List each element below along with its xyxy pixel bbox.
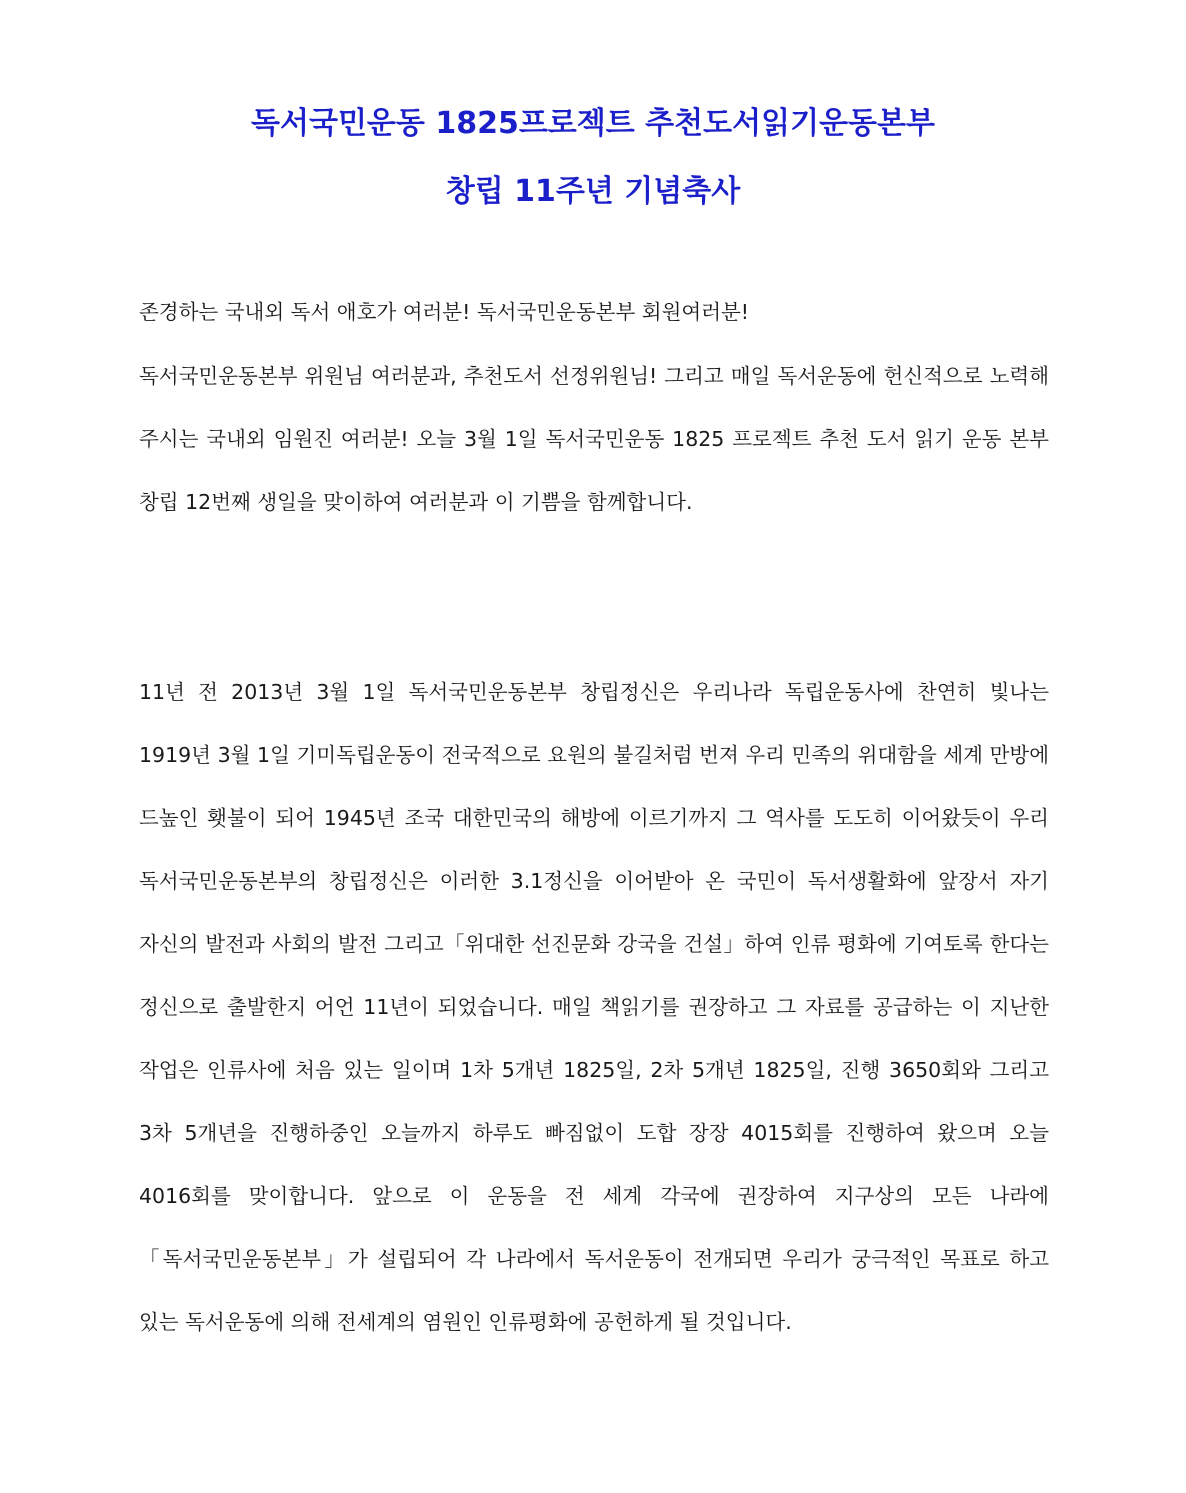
title-line-2: 창립 11주년 기념축사 xyxy=(445,174,741,209)
title-line-1: 독서국민운동 1825프로젝트 추천도서읽기운동본부 xyxy=(251,106,935,141)
greeting-paragraph: 존경하는 국내외 독서 애호가 여러분! 독서국민운동본부 회원여러분! xyxy=(139,300,750,324)
opening-paragraph: 독서국민운동본부 위원님 여러분과, 추천도서 선정위원님! 그리고 매일 독서운동에 헌신적으로 노력해 주시는 국내외 임원진 여러분! 오늘 3월 1일 독서국민운동 1825 프로젝트 추천 도서 읽기 운동 본부 창립 12번째 생일을 맞이하여 여러분과 이 기쁨을 함께합니다. xyxy=(139,364,1049,514)
history-paragraph: 11년 전 2013년 3월 1일 독서국민운동본부 창립정신은 우리나라 독립운동사에 찬연히 빛나는 1919년 3월 1일 기미독립운동이 전국적으로 요원의 불길처럼 번져 우리 민족의 위대함을 세계 만방에 드높인 횃불이 되어 1945년 조국 대한민국의 해방에 이르기까지 그 역사를 도도히 이어왔듯이 우리 독서국민운동본부의 창립정신은 이러한 3.1정신을 이어받아 온 국민이 독서생활화에 앞장서 자기 자신의 발전과 사회의 발전 그리고「위대한 선진문화 강국을 건설」하여 인류 평화에 기여토록 한다는 정신으로 출발한지 어언 11년이 되었습니다. 매일 책읽기를 권장하고 그 자료를 공급하는 이 지난한 작업은 인류사에 처음 있는 일이며 1차 5개년 1825일, 2차 5개년 1825일, 진행 3650회와 그리고 3차 5개년을 진행하중인 오늘까지 하루도 빠짐없이 도합 장장 4015회를 진행하여 왔으며 오늘 4016회를 맞이합니다. 앞으로 이 운동을 전 세계 각국에 권장하여 지구상의 모든 나라에「독서국민운동본부」가 설립되어 각 나라에서 독서운동이 전개되면 우리가 궁극적인 목표로 하고 있는 독서운동에 의해 전세계의 염원인 인류평화에 공헌하게 될 것입니다. xyxy=(139,680,1049,1334)
